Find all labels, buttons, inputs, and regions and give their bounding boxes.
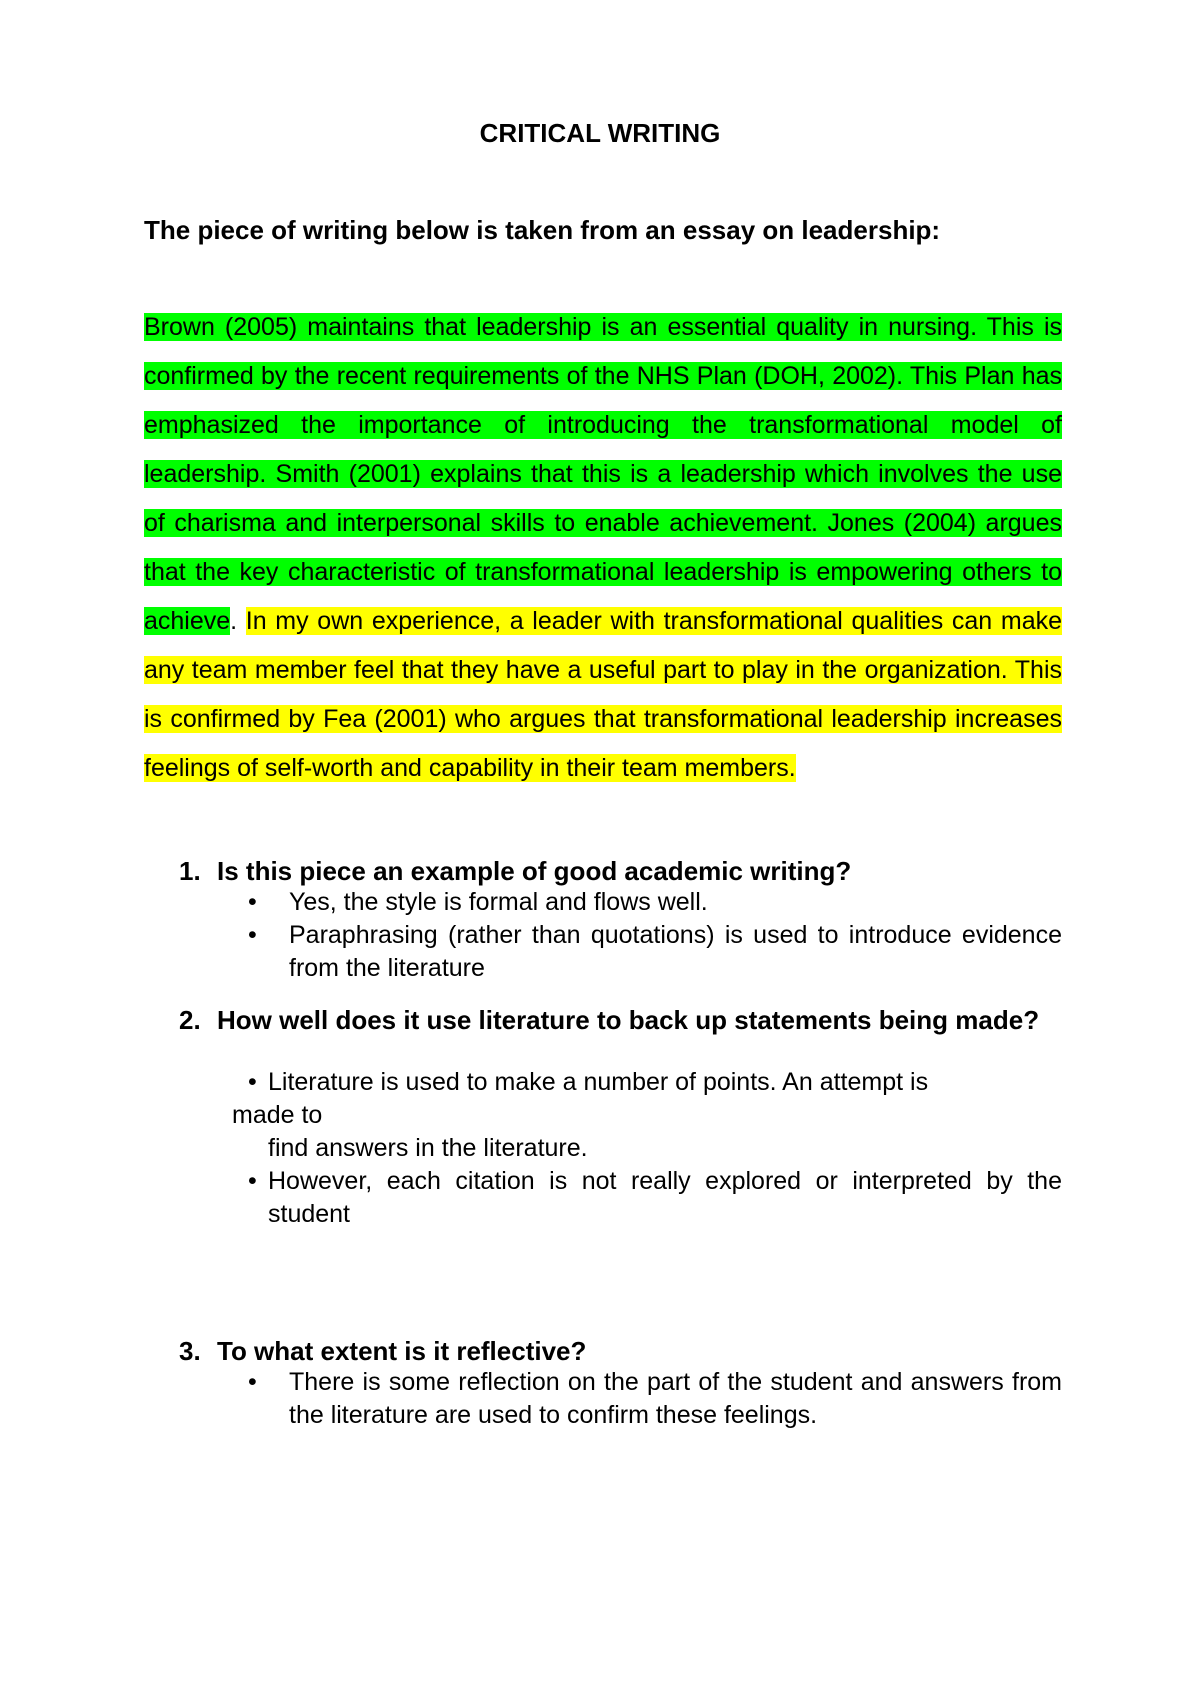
- bullet-icon: •: [248, 888, 257, 916]
- question-number: 2.: [179, 1005, 201, 1035]
- bullet-icon: •: [248, 1068, 257, 1096]
- list-item: • Yes, the style is formal and flows well.: [250, 886, 1062, 919]
- question-text: Is this piece an example of good academic writing?: [217, 856, 852, 886]
- question-text: To what extent is it reflective?: [217, 1336, 587, 1366]
- question-number: 3.: [179, 1336, 201, 1366]
- passage-plain-text: .: [230, 607, 246, 635]
- yellow-highlighted-text: In my own experience, a leader with transformational qualities can make any team member feel that they have a useful part to play in the organization. This is confirmed by Fea (2001) who argues that transformational leadership increases feelings of self-worth and capability in their team members.: [144, 607, 1062, 782]
- document-title: CRITICAL WRITING: [479, 118, 721, 148]
- green-highlighted-text: Brown (2005) maintains that leadership is an essential quality in nursing. This is confirmed by the recent requirements of the NHS Plan (DOH, 2002). This Plan has emphasized the importance of introducing the transformational model of leadership. Smith (2001) explains that this is a leadership which involves the use of charisma and interpersonal skills to enable achievement. Jones (2004) argues that the key characteristic of transformational leadership is empowering others to achieve: [144, 313, 1062, 635]
- document-subtitle: The piece of writing below is taken from an essay on leadership:: [144, 215, 941, 245]
- bullet-icon: •: [248, 1167, 257, 1195]
- list-item: • There is some reflection on the part of the student and answers from the literature are used to confirm these feelings.: [248, 1368, 1062, 1429]
- list-item: • However, each citation is not really explored or interpreted by the student: [248, 1167, 1062, 1228]
- bullet-list: [250, 886, 1062, 985]
- question-text: How well does it use literature to back up statements being made?: [217, 1005, 1040, 1035]
- bullet-list: [250, 1366, 1062, 1432]
- list-item: • Paraphrasing (rather than quotations) is used to introduce evidence from the literature: [248, 921, 1062, 982]
- list-item: • Literature is used to make a number of points. An attempt is made to find answers in the literature.: [232, 1068, 929, 1162]
- question-number: 1.: [179, 856, 201, 886]
- essay-passage: [144, 303, 1062, 793]
- bullet-icon: •: [248, 1368, 257, 1396]
- bullet-icon: •: [248, 921, 257, 949]
- bullet-list: [232, 1066, 1062, 1231]
